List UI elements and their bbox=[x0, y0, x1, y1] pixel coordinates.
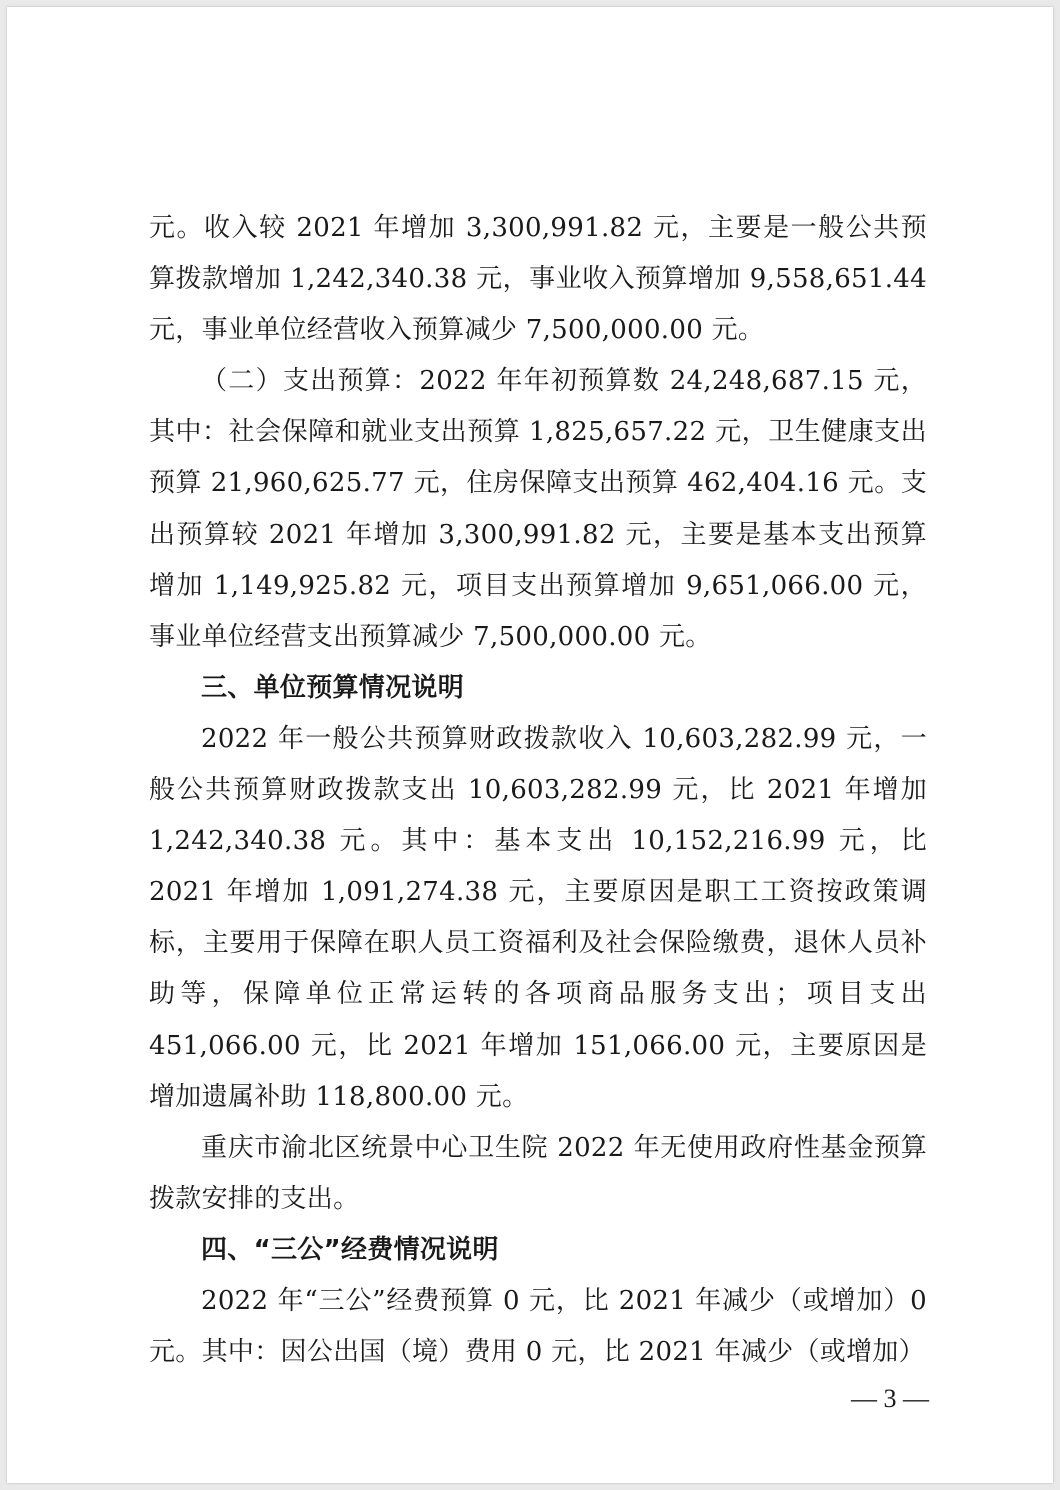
section-heading-unit-budget: 三、单位预算情况说明 bbox=[201, 672, 465, 703]
document-page bbox=[7, 7, 1053, 1483]
paragraph-expenditure-budget: （二）支出预算：2022 年年初预算数 24,248,687.15 元，其中：社会保障和就业支出预算 1,825,657.22 元，卫生健康支出预算 21,960,625.77 元，住房保障支出预算 462,404.16 元。支出预算较 2021 年增加 3,300,991.82 元，主要是基本支出预算增加 1,149,925.82 元，项目支出预算增加 9,651,066.00 元，事业单位经营支出预算减少 7,500,000.00 元。 bbox=[149, 366, 927, 652]
paragraph-income-continuation: 元。收入较 2021 年增加 3,300,991.82 元，主要是一般公共预算拨款增加 1,242,340.38 元，事业收入预算增加 9,558,651.44 元，事业单位经营收入预算减少 7,500,000.00 元。 bbox=[149, 213, 927, 346]
paragraph-government-fund: 重庆市渝北区统景中心卫生院 2022 年无使用政府性基金预算拨款安排的支出。 bbox=[149, 1132, 927, 1214]
paragraph-three-public-expenses: 2022 年“三公”经费预算 0 元，比 2021 年减少（或增加）0 元。其中：因公出国（境）费用 0 元，比 2021 年减少（或增加） bbox=[149, 1285, 927, 1368]
document-body bbox=[149, 203, 927, 1378]
page-number: — 3 — bbox=[851, 1384, 929, 1413]
section-heading-three-public-expenses: 四、“三公”经费情况说明 bbox=[201, 1234, 499, 1265]
paragraph-general-public-budget: 2022 年一般公共预算财政拨款收入 10,603,282.99 元，一般公共预算财政拨款支出 10,603,282.99 元，比 2021 年增加 1,242,340.38 元。其中：基本支出 10,152,216.99 元，比 2021 年增加 1,091,274.38 元，主要原因是职工工资按政策调标，主要用于保障在职人员工资福利及社会保险缴费，退休人员补助等，保障单位正常运转的各项商品服务支出；项目支出 451,066.00 元，比 2021 年增加 151,066.00 元，主要原因是增加遗属补助 118,800.00 元。 bbox=[149, 723, 927, 1112]
